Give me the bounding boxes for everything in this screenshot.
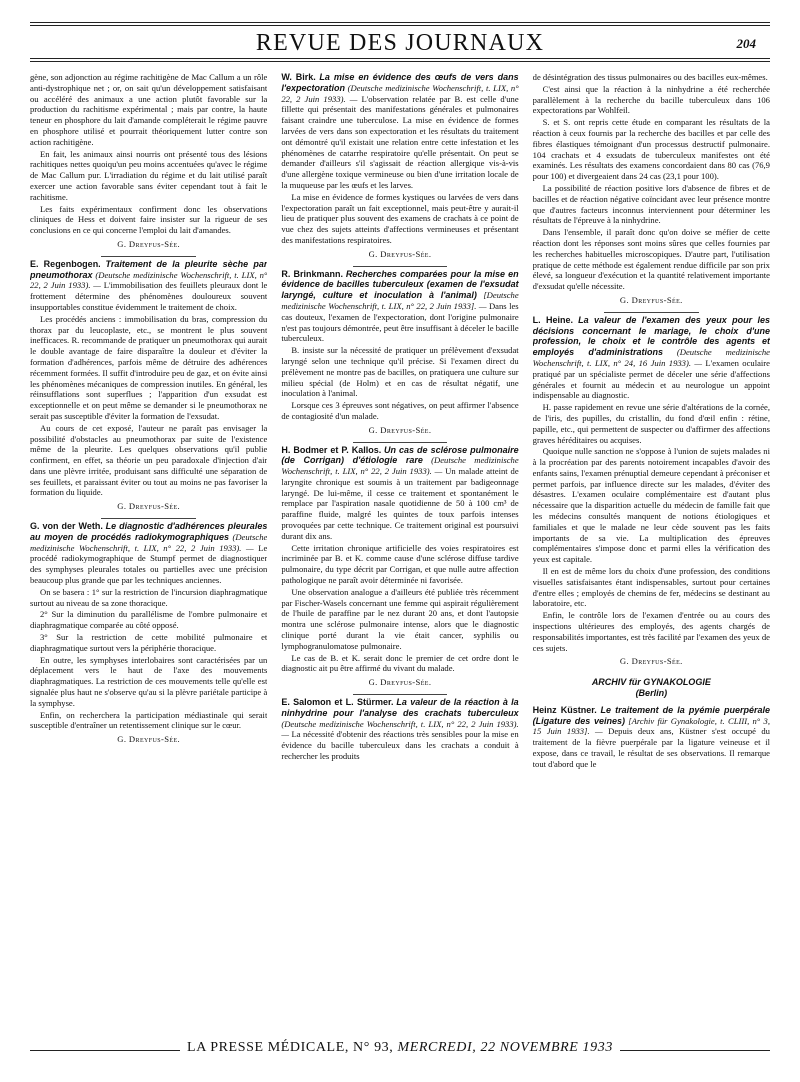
divider (353, 694, 448, 695)
signature: G. Dreyfus-Sée. (117, 501, 181, 512)
article-source: (Deutsche medizinische Wochenschrift, t. LIX, n° 22, 2 Juin 1933). — (281, 455, 519, 477)
paragraph: Les procédés anciens : immobilisation du bras, compression du thorax par du leucoplaste, etc., se montrent le plus souvent inefficaces. R. recommande de pratiquer un pneumothorax qui aurait le double avantage de faire disparaître la douleur et d'éviter la formation d'adhérences, parfois même de détruire des adhérences récemment formées. Il suffit d'introduire peu de gaz, et on évite ainsi les phénomènes mécaniques de compression inutiles. En général, les réinsufflations sont superflues ; l'apparition d'un exsudat est exceptionnelle et on peut même se demander si le pneumothorax ne serait pas susceptible d'éviter la formation de l'exsudat. (30, 313, 268, 421)
journal-section-title: ARCHIV für GYNAKOLOGIE (591, 677, 711, 688)
paragraph: Dans l'ensemble, il paraît donc qu'on doive se méfier de cette réaction dont les réponses sont moins sûres que celles fournies par les recherches habituelles microscopiques. D'autre part, l'utilisation pratique de cette méthode est également rendue difficile par son prix élevé, sa longueur d'exécution et la quantité relativement importante d'exsudat qu'elle nécessite. (532, 227, 770, 292)
paragraph: Dans les cas douteux, l'examen de l'expectoration, dont l'origine pulmonaire n'est pas toujours démontrée, peut être insuffisant à déceler le bacille tuberculeux. (281, 300, 519, 344)
paragraph: L'immobilisation des feuillets pleuraux dont le frottement détermine des phénomènes douloureux souvent insupportables constitue évidemment le traitement de choix. (30, 280, 268, 312)
article-author: E. Salomon et L. Stürmer. (281, 697, 394, 708)
article-heading (533, 315, 770, 401)
paragraph: Quoique nulle sanction ne s'oppose à l'union de sujets malades ni à la procréation par des parents notoirement incapables d'avoir des enfants sains, l'examen prénuptial demeure cependant à préconiser et permet parfois, par influence directe sur les malades, d'éviter des désastres. L'examen oculaire complémentaire est d'autant plus nécessaire que la disparition actuelle du médecin de famille fait que les médecins consultés manquent de notions étiologiques et familiales et que le malade ne leur cède souvent pas les faits importants de sa vie. La multiplication des épreuves complémentaires s'impose donc et parmi elles la vérification des yeux est capitale. (532, 446, 770, 565)
header-rule (30, 61, 770, 62)
article-title: La valeur de la réaction à la ninhydrine pour l'analyse des crachats tuberculeux (281, 697, 519, 718)
footer-text (30, 1040, 770, 1056)
signature: G. Dreyfus-Sée. (619, 294, 683, 305)
article-source: (Deutsche medizinische Wochenschrift, t. LIX, n° 22, 2 Juin 1933). — (281, 82, 519, 104)
page-footer (30, 1040, 770, 1062)
paragraph: de désintégration des tissus pulmonaires ou des bacilles eux-mêmes. (532, 72, 768, 82)
header-rule (30, 25, 770, 26)
paragraph: gène, son adjonction au régime rachitigène de Mac Callum a un rôle anti-dystrophique net ; or, on sait qu'un développement satisfaisant ou accéléré des animaux a une action plutôt favorable sur la production du rachitisme expérimental ; mais par contre, la haute teneur en phosphore du lait d'amande compléterait le régime pauvre en phosphore utilisé et pourrait théoriquement lutter contre son action rachitigène. (30, 72, 268, 147)
divider (101, 256, 196, 257)
paragraph: Enfin, on recherchera la participation médiastinale qui serait susceptible d'entraîner un retentissement clinique sur le cœur. (30, 709, 268, 731)
paragraph: La possibilité de réaction positive lors d'absence de fibres et de bacilles et de réaction négative coïncidant avec leur présence montre que d'autres facteurs inconnus interviennent pour déterminer les résultats de l'épreuve à la ninhydrine. (532, 182, 770, 226)
paragraph: La nécessité d'obtenir des réactions très sensibles pour la mise en évidence du bacille tuberculeux dans les crachats a conduit à rechercher les produits (281, 729, 519, 762)
article-source: (Deutsche medizinische Wochenschrift, t. LIX, n° 24, 16 Juin 1933). — (532, 347, 770, 368)
article-source: (Deutsche medizinische Wochenschrift, t. LIX, n° 22, 2 Juin 1933). — (30, 269, 268, 291)
paragraph: On se basera : 1° sur la restriction de l'incursion diaphragmatique surtout au niveau de sa zone thoracique. (30, 586, 268, 608)
page-number: 204 (736, 36, 756, 51)
signature: G. Dreyfus-Sée. (368, 424, 432, 435)
signature: G. Dreyfus-Sée. (368, 248, 432, 259)
paragraph: B. insiste sur la nécessité de pratiquer un prélèvement d'exsudat laryngé selon une technique qu'il précise. Si l'examen direct du prélèvement ne montre pas de bacilles, on pratiquera une culture sur milieu spécial (de Holm) et en cas de résultat négatif, une inoculation à l'animal. (281, 345, 519, 399)
article-title: Un cas de sclérose pulmonaire (de Corrigan) d'étiologie rare (281, 444, 519, 466)
paragraph: Il en est de même lors du choix d'une profession, des conditions visuelles satisfaisantes étant indispensables, surtout pour certaines d'entre elles ; employés de chemins de fer, médecins se destinant au laboratoire, etc. (532, 566, 770, 609)
footer-date: MERCREDI, 22 NOVEMBRE 1933 (397, 1040, 613, 1055)
paragraph: L'examen oculaire pratiqué par un spécialiste permet de déceler une série d'affections générales et fournit au médecin et au neurologue un appoint indispensable au diagnostic. (532, 357, 770, 401)
paragraph: Lorsque ces 3 épreuves sont négatives, on peut affirmer l'absence de contagiosité d'un malade. (281, 400, 519, 421)
signature: G. Dreyfus-Sée. (117, 238, 181, 249)
paragraph: Depuis deux ans, Küstner s'est occupé du traitement de la fièvre puerpérale par la ligature veineuse et il expose, dans ce travail, le résultat de ses observations. Il remarque tout d'abord que le (532, 726, 770, 769)
page-title: REVUE DES JOURNAUX (255, 30, 545, 56)
footer-journal: LA PRESSE MÉDICALE, N° 93, (187, 1040, 394, 1055)
article-author: R. Brinkmann. (281, 268, 343, 279)
signature: G. Dreyfus-Sée. (368, 677, 432, 688)
article-source: [Archiv für Gynakologie, t. CLIII, n° 3, 15 Juin 1933]. — (532, 715, 770, 737)
article-author: H. Bodmer et P. Kallos. (281, 444, 382, 455)
footer-rule (620, 1050, 770, 1051)
paragraph: Un malade atteint de laryngite chronique est soumis à un traitement par badigeonnage laryngé. De lui-même, il cesse ce traitement et spontanément le remplace par l'aspiration nasale quotidienne de 50 à 100 cm³ de paraffine fluide, malgré les quintes de toux parfois intenses provoquées par cette technique. Ce traitement original est poursuivi durant dix ans. (281, 466, 519, 541)
article-title: Le traitement de la pyémie puerpérale (Ligature des veines) (532, 704, 770, 726)
page-header (30, 18, 770, 64)
divider (101, 518, 196, 519)
text-columns (30, 72, 770, 1032)
header-rule (30, 22, 770, 23)
article-title: Le diagnostic d'adhérences pleurales au moyen de procédés radiokymographiques (30, 521, 268, 542)
column-3 (533, 72, 770, 1032)
article-heading (281, 445, 518, 542)
paragraph: En outre, les symphyses interlobaires sont caractérisées par un déplacement vers le haut de l'axe des mouvements diaphragmatiques. La restriction de ces mouvements telle qu'elle est signalée plus haut ne s'observe qu'au si la plèvre pariétale participe à la symphyse. (30, 654, 268, 708)
signature: G. Dreyfus-Sée. (117, 734, 181, 745)
article-heading (30, 259, 267, 313)
article-heading (281, 269, 518, 345)
article-author: E. Regenbogen. (30, 258, 101, 269)
divider (353, 442, 448, 443)
paragraph: Les faits expérimentaux confirment donc les observations cliniques de Hess et doivent faire insister sur la rigueur de ses conclusions en ce qui concerne l'emploi du lait d'amandes. (30, 203, 268, 236)
article-source: (Deutsche medizinische Wochenschrift, t. LIX, n° 22, 2 Juin 1933). — (30, 531, 268, 553)
article-heading (281, 72, 518, 191)
paragraph: S. et S. ont repris cette étude en comparant les résultats de la réaction à ceux fournis par la recherche des bacilles et par celle des fibres élastiques témoignant d'un processus destructif pulmonaire. 104 crachats et 4 exsudats de tuberculeux manifestes ont été examinés. Les résultats des examens concordaient dans 80 cas (76,9 pour 100) et divergeaient dans 24 cas (23,1 pour 100). (532, 117, 770, 182)
article-heading (533, 705, 770, 770)
paragraph: La mise en évidence de formes kystiques ou larvées de vers dans l'expectoration paraît un fait exceptionnel, mais peut-être y aurait-il lieu de pratiquer plus souvent des examens de crachats à ce point de vue chez des sujets atteints d'affections vermineuses et présentant des manifestations respiratoires. (281, 191, 519, 245)
article-title: La valeur de l'examen des yeux pour les décisions concernant le mariage, le choix d'une profession, le choix et le contrôle des agents et employés d'administrations (532, 314, 770, 358)
article-title: La mise en évidence des œufs de vers dans l'expectoration (281, 72, 519, 93)
paragraph: Le procédé radiokymographique de Stumpf permet de diagnostiquer des symphyses pleurales totales ou partielles avec une précision beaucoup plus grande que par les techniques anciennes. (30, 542, 268, 586)
article-title: Recherches comparées pour la mise en évidence de bacilles tuberculeux (examen de l'exsudat laryngé, culture et inoculation à l'animal) (281, 268, 519, 301)
journal-section-city: (Berlin) (635, 688, 668, 699)
article-source: (Deutsche medizinische Wochenschrift, t. LIX, n° 22, 2 Juin 1933). — (281, 718, 519, 740)
paragraph: Le cas de B. et K. serait donc le premier de cet ordre dont le diagnostic ait pu être affirmé du vivant du malade. (281, 652, 519, 674)
article-author: G. von der Weth. (30, 521, 103, 532)
article-source: [Deutsche medizinische Wochenschrift, t. LIX, n° 22, 2 Juin 1933]. — (281, 290, 519, 311)
paragraph: En fait, les animaux ainsi nourris ont présenté tous des lésions rachitiques nettes quoiqu'un peu moins accentuées qu'avec le régime de Mac Callum pur. L'irradiation du régime et du lait utilisé paraît exercer une action favorable sans éviter cependant tout à fait le rachitisme. (30, 148, 268, 202)
divider (604, 312, 699, 313)
article-author: W. Birk. (281, 72, 316, 82)
article-heading (30, 521, 267, 586)
paragraph: Enfin, le contrôle lors de l'examen d'entrée ou au cours des inspections ultérieures des employés, des agents chargés de responsabilités importantes, est très facilité par l'examen des yeux de ces sujets. (532, 610, 770, 653)
divider (353, 266, 448, 267)
paragraph: Au cours de cet exposé, l'auteur ne paraît pas envisager la possibilité d'obstacles au pneumothorax par suite de l'existence même de la pleurite. Les quelques observations qu'il publie confirment, en effet, sa théorie un peu paradoxale d'injection d'air dans une plèvre irritée, produisant sans difficulté une séparation de ses feuillets, et paraissant éviter ou tout au moins ne pas favoriser la formation du liquide. (30, 422, 268, 498)
paragraph: H. passe rapidement en revue une série d'altérations de la cornée, de l'iris, des pupilles, du cristallin, du fond d'œil enfin : rétine, papille, etc., qui permettent de suspecter ou d'affirmer des affections graves héréditaires ou acquises. (532, 402, 770, 445)
signature: G. Dreyfus-Sée. (619, 656, 683, 667)
column-1 (30, 72, 267, 1032)
article-title: Traitement de la pleurite sèche par pneumothorax (30, 258, 268, 280)
article-heading (281, 697, 518, 762)
paragraph: Cette irritation chronique artificielle des voies respiratoires est incriminée par B. et K. comme cause d'une sclérose diffuse tardive pulmonaire, du type décrit par Corrigan, et que nulle autre affection pathologique ne paraît avoir déterminée ni favorisée. (281, 542, 519, 586)
header-rule (30, 58, 770, 59)
article-author: Heinz Küstner. (532, 704, 597, 715)
paragraph: 2° Sur la diminution du parallélisme de l'ombre pulmonaire et diaphragmatique comparée au côté opposé. (30, 609, 268, 631)
paragraph: 3° Sur la restriction de cette mobilité pulmonaire et diaphragmatique surtout vers la périphérie thoracique. (30, 632, 268, 653)
column-2 (281, 72, 518, 1032)
article-author: L. Heine. (532, 314, 574, 325)
paragraph: Une observation analogue a d'ailleurs été publiée très récemment par Fischer-Wasels concernant une femme qui aspirait régulièrement de l'huile de paraffine par le nez durant 20 ans, et dont l'autopsie montra une sclérose pulmonaire intense, alors que le diagnostic clinique porté durant la vie était cancer, syphilis ou lymphogranulomatose pulmonaire. (281, 586, 519, 651)
paragraph: C'est ainsi que la réaction à la ninhydrine a été recherchée parallèlement à la recherche du bacille tuberculeux dans 106 expectorations par Wohlfeil. (532, 83, 770, 116)
paragraph: L'observation relatée par B. est celle d'une fillette qui présentait des manifestations générales et pulmonaires faisant craindre une tuberculose. La mise en évidence de formes larvées de vers dans son expectoration et les résultats du traitement ont démontré qu'il existait une relation entre cette infestation et les phénomènes de catarrhe respiratoire qu'elle présentait. On peut se demander d'ailleurs s'il s'agissait de réaction allergique vis-à-vis d'une allergène toxique vermineuse ou bien d'une irritation locale de la muqueuse par les œufs et les larves. (281, 93, 519, 190)
